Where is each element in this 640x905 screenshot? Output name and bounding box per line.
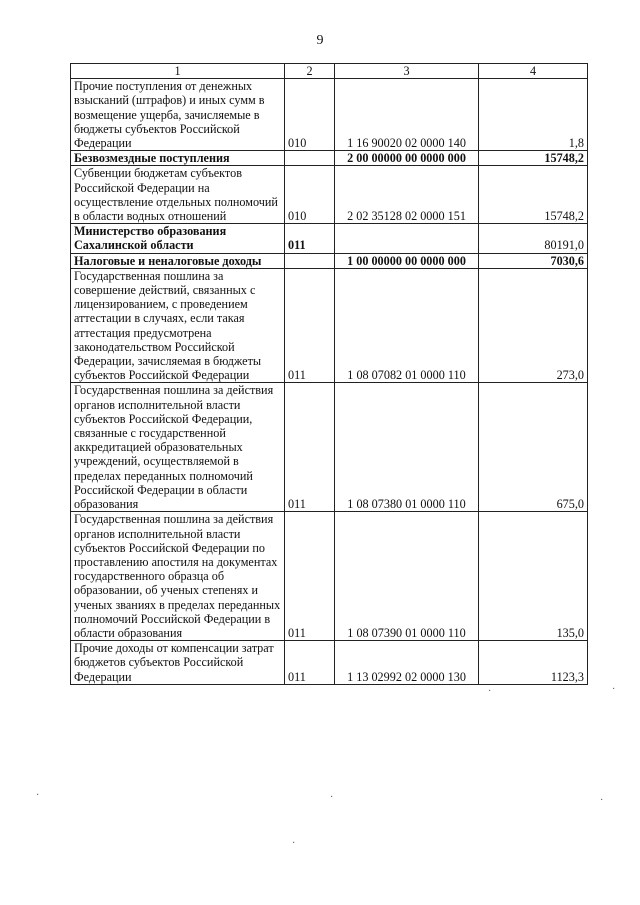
row-budget-code-cell: 1 08 07082 01 0000 110 <box>335 268 479 383</box>
header-col-2: 2 <box>285 64 335 79</box>
table-row <box>71 641 588 685</box>
row-admin-code-cell: 010 <box>285 79 335 151</box>
scan-speck: · <box>292 838 296 849</box>
row-name-cell: Государственная пошлина за действия органов исполнительной власти субъектов Российской Федерации, связанные с государственной аккредитацией образовательных учреждений, осуществляемой в пределах переданных полномочий Российской Федерации в области образования <box>71 383 285 512</box>
table-row <box>71 166 588 224</box>
row-budget-code-cell: 2 02 35128 02 0000 151 <box>335 166 479 224</box>
row-budget-code-cell: 1 13 02992 02 0000 130 <box>335 641 479 685</box>
row-admin-code-cell: 011 <box>285 268 335 383</box>
header-col-1: 1 <box>71 64 285 79</box>
table-body <box>71 79 588 685</box>
table-row <box>71 268 588 383</box>
row-amount-cell: 7030,6 <box>479 253 588 268</box>
table-header-row <box>71 64 588 79</box>
row-amount-cell: 80191,0 <box>479 224 588 253</box>
scan-speck: · <box>330 792 334 803</box>
row-amount-cell: 15748,2 <box>479 151 588 166</box>
row-admin-code-cell: 010 <box>285 166 335 224</box>
scan-speck: · <box>488 686 492 697</box>
row-name-cell: Прочие поступления от денежных взысканий (штрафов) и иных сумм в возмещение ущерба, зачисляемые в бюджеты субъектов Российской Федерации <box>71 79 285 151</box>
row-admin-code-cell <box>285 151 335 166</box>
row-admin-code-cell: 011 <box>285 512 335 641</box>
table-row <box>71 512 588 641</box>
row-name-cell: Субвенции бюджетам субъектов Российской Федерации на осуществление отдельных полномочий в области водных отношений <box>71 166 285 224</box>
row-name-cell: Государственная пошлина за совершение действий, связанных с лицензированием, с проведением аттестации в случаях, если такая аттестация предусмотрена законодательством Российской Федерации, зачисляемая в бюджеты субъектов Российской Федерации <box>71 268 285 383</box>
row-amount-cell: 1,8 <box>479 79 588 151</box>
row-amount-cell: 15748,2 <box>479 166 588 224</box>
row-budget-code-cell: 1 08 07380 01 0000 110 <box>335 383 479 512</box>
row-amount-cell: 675,0 <box>479 383 588 512</box>
row-admin-code-cell: 011 <box>285 641 335 685</box>
row-budget-code-cell: 1 00 00000 00 0000 000 <box>335 253 479 268</box>
header-col-4: 4 <box>479 64 588 79</box>
scan-speck: · <box>600 795 604 806</box>
row-budget-code-cell: 2 00 00000 00 0000 000 <box>335 151 479 166</box>
row-name-cell: Налоговые и неналоговые доходы <box>71 253 285 268</box>
row-budget-code-cell: 1 16 90020 02 0000 140 <box>335 79 479 151</box>
page-number: 9 <box>316 33 324 48</box>
row-amount-cell: 135,0 <box>479 512 588 641</box>
scan-speck: · <box>36 790 40 801</box>
scan-speck: · <box>612 684 616 695</box>
row-admin-code-cell: 011 <box>285 224 335 253</box>
row-name-cell: Прочие доходы от компенсации затрат бюджетов субъектов Российской Федерации <box>71 641 285 685</box>
table-row <box>71 383 588 512</box>
table-row <box>71 253 588 268</box>
table-row <box>71 151 588 166</box>
row-admin-code-cell: 011 <box>285 383 335 512</box>
table-row <box>71 79 588 151</box>
table-row <box>71 224 588 253</box>
header-col-3: 3 <box>335 64 479 79</box>
row-budget-code-cell <box>335 224 479 253</box>
row-amount-cell: 1123,3 <box>479 641 588 685</box>
row-name-cell: Безвозмездные поступления <box>71 151 285 166</box>
row-admin-code-cell <box>285 253 335 268</box>
row-amount-cell: 273,0 <box>479 268 588 383</box>
revenue-table <box>70 63 588 685</box>
row-budget-code-cell: 1 08 07390 01 0000 110 <box>335 512 479 641</box>
row-name-cell: Министерство образования Сахалинской области <box>71 224 285 253</box>
row-name-cell: Государственная пошлина за действия органов исполнительной власти субъектов Российской Федерации по проставлению апостиля на документах государственного образца об образовании, об ученых степенях и ученых званиях в пределах переданных полномочий Российской Федерации в области образования <box>71 512 285 641</box>
